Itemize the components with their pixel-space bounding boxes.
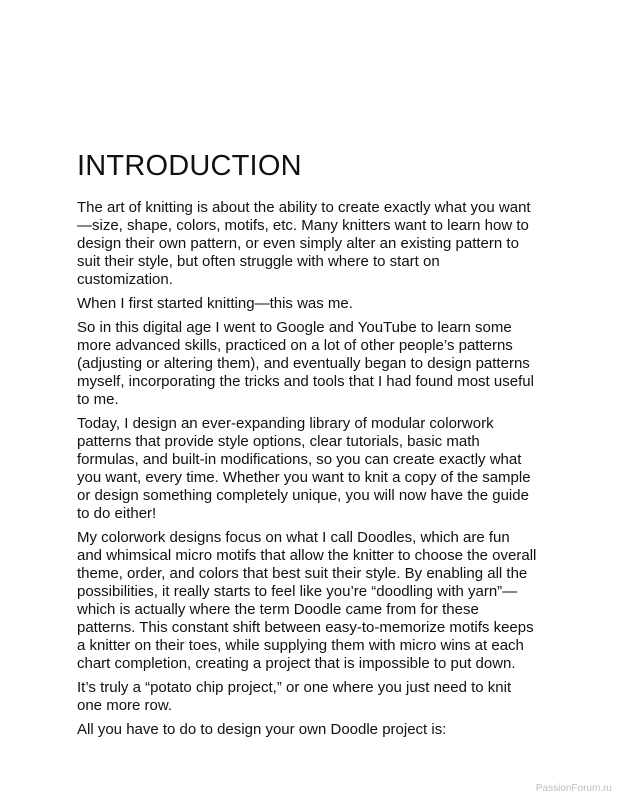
- paragraph-5: [77, 529, 557, 673]
- text-line: Today, I design an ever-expanding library of modular colorwork: [77, 415, 494, 432]
- paragraph-2: [77, 295, 557, 313]
- paragraph-4: [77, 415, 557, 523]
- text-line: When I first started knitting—this was me.: [77, 295, 353, 312]
- text-line: and whimsical micro motifs that allow the knitter to choose the overall: [77, 547, 537, 564]
- text-line: to me.: [77, 391, 119, 408]
- body-text: [77, 199, 557, 745]
- text-line: patterns that provide style options, clear tutorials, basic math: [77, 433, 480, 450]
- text-line: —size, shape, colors, motifs, etc. Many knitters want to learn how to: [77, 217, 529, 234]
- text-line: one more row.: [77, 697, 173, 714]
- page-title: INTRODUCTION: [77, 150, 302, 182]
- text-line: All you have to do to design your own Doodle project is:: [77, 721, 447, 738]
- text-line: chart completion, creating a project that is impossible to put down.: [77, 655, 516, 672]
- paragraph-3: [77, 319, 557, 409]
- paragraph-7: [77, 721, 557, 739]
- text-line: The art of knitting is about the ability to create exactly what you want: [77, 199, 531, 216]
- text-line: myself, incorporating the tricks and tools that I had found most useful: [77, 373, 534, 390]
- text-line: My colorwork designs focus on what I call Doodles, which are fun: [77, 529, 510, 546]
- text-line: possibilities, it really starts to feel like you’re “doodling with yarn”—: [77, 583, 518, 600]
- text-line: formulas, and built-in modifications, so you can create exactly what: [77, 451, 522, 468]
- text-line: design their own pattern, or even simply alter an existing pattern to: [77, 235, 519, 252]
- text-line: to do either!: [77, 505, 157, 522]
- paragraph-1: [77, 199, 557, 289]
- paragraph-6: [77, 679, 557, 715]
- text-line: a knitter on their toes, while supplying them with micro wins at each: [77, 637, 524, 654]
- text-line: (adjusting or altering them), and eventually began to design patterns: [77, 355, 530, 372]
- text-line: customization.: [77, 271, 173, 288]
- watermark: PassionForum.ru: [535, 783, 612, 794]
- text-line: theme, order, and colors that best suit their style. By enabling all the: [77, 565, 528, 582]
- text-line: patterns. This constant shift between easy-to-memorize motifs keeps: [77, 619, 534, 636]
- text-line: suit their style, but often struggle with where to start on: [77, 253, 440, 270]
- text-line: which is actually where the term Doodle came from for these: [77, 601, 479, 618]
- text-line: or design something completely unique, you will now have the guide: [77, 487, 529, 504]
- text-line: you want, every time. Whether you want to knit a copy of the sample: [77, 469, 531, 486]
- text-line: It’s truly a “potato chip project,” or one where you just need to knit: [77, 679, 512, 696]
- text-line: more advanced skills, practiced on a lot of other people’s patterns: [77, 337, 513, 354]
- text-line: So in this digital age I went to Google and YouTube to learn some: [77, 319, 512, 336]
